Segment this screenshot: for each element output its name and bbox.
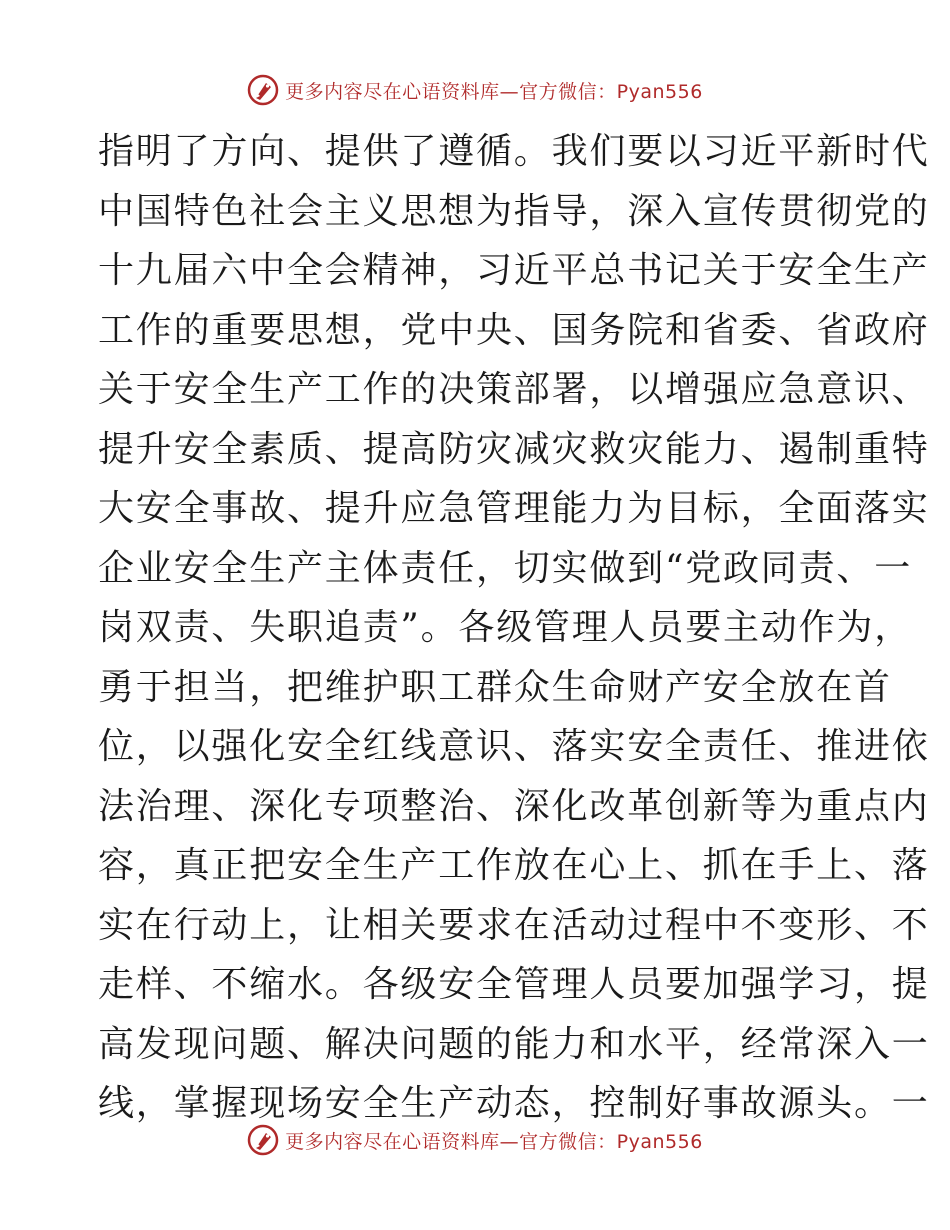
body-line: 走样、不缩水。各级安全管理人员要加强学习，提	[98, 964, 930, 1005]
body-line: 勇于担当，把维护职工群众生命财产安全放在首	[98, 666, 892, 708]
body-line: 提升安全素质、提高防灾减灾救灾能力、遏制重特	[98, 428, 930, 470]
body-line: 关于安全生产工作的决策部署，以增强应急意识、	[98, 369, 930, 410]
header-banner-label: 更多内容尽在心语资料库—官方微信：	[285, 80, 617, 103]
footer-banner-text	[285, 1127, 703, 1154]
body-line: 实在行动上，让相关要求在活动过程中不变形、不	[98, 904, 930, 946]
body-line: 岗双责、失职追责”。各级管理人员要主动作为，	[98, 607, 913, 648]
footer-banner-label: 更多内容尽在心语资料库—官方微信：	[285, 1130, 617, 1153]
pen-nib-logo-icon	[247, 1124, 279, 1156]
footer-banner	[0, 1120, 950, 1160]
body-line: 容，真正把安全生产工作放在心上、抓在手上、落	[98, 845, 930, 886]
body-line: 位，以强化安全红线意识、落实安全责任、推进依	[98, 726, 930, 767]
body-line: 法治理、深化专项整治、深化改革创新等为重点内	[98, 785, 930, 827]
body-line: 大安全事故、提升应急管理能力为目标，全面落实	[98, 488, 930, 529]
footer-banner-contact: Pyan556	[616, 1130, 703, 1153]
pen-nib-logo-icon	[247, 74, 279, 106]
header-banner-contact: Pyan556	[616, 80, 703, 103]
body-line: 高发现问题、解决问题的能力和水平，经常深入一	[98, 1023, 930, 1065]
body-line: 企业安全生产主体责任，切实做到“党政同责、一	[98, 547, 913, 589]
header-banner	[0, 70, 950, 110]
body-line: 指明了方向、提供了遵循。我们要以习近平新时代	[98, 131, 930, 172]
body-line: 线，掌握现场安全生产动态，控制好事故源头。一	[98, 1083, 930, 1124]
body-line: 中国特色社会主义思想为指导，深入宣传贯彻党的	[98, 190, 930, 232]
body-line: 工作的重要思想，党中央、国务院和省委、省政府	[98, 309, 930, 351]
document-body	[98, 122, 930, 1134]
body-line: 十九届六中全会精神，习近平总书记关于安全生产	[98, 250, 930, 291]
header-banner-text	[285, 77, 703, 104]
